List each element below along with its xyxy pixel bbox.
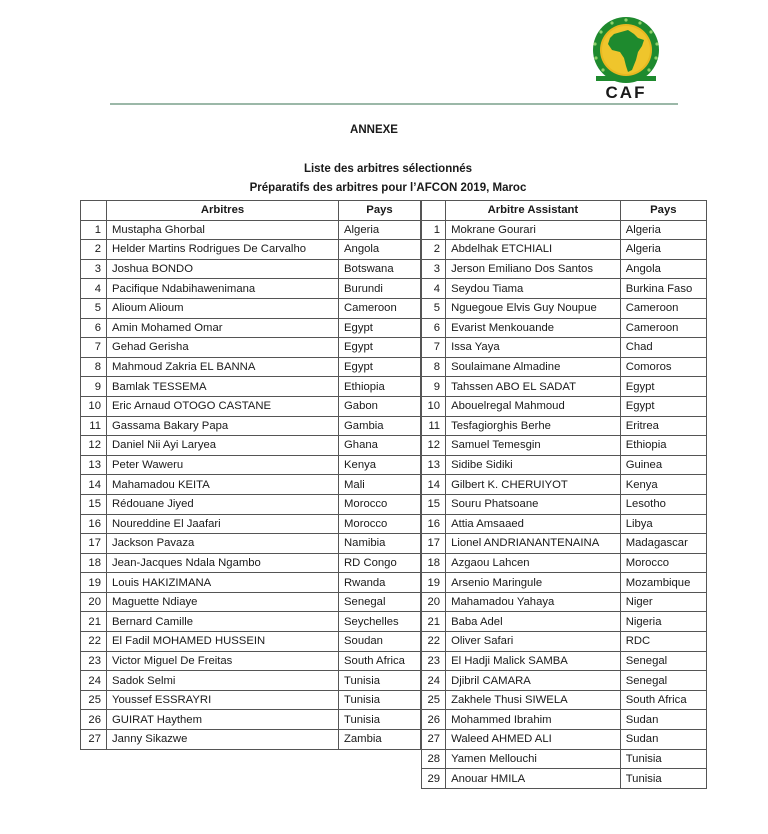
country-name: Rwanda xyxy=(339,573,421,593)
row-number: 24 xyxy=(81,671,107,691)
row-number: 9 xyxy=(81,377,107,397)
referee-name: Issa Yaya xyxy=(446,338,621,358)
table-row xyxy=(81,573,421,593)
table-row xyxy=(422,730,707,750)
referee-name: Bernard Camille xyxy=(107,612,339,632)
referee-name: Arsenio Maringule xyxy=(446,573,621,593)
svg-text:CAF: CAF xyxy=(605,83,647,100)
caf-emblem-icon xyxy=(584,14,668,100)
table-row xyxy=(422,279,707,299)
country-name: RD Congo xyxy=(339,553,421,573)
table-row xyxy=(81,396,421,416)
referee-name: Seydou Tiama xyxy=(446,279,621,299)
referee-name: Mustapha Ghorbal xyxy=(107,220,339,240)
country-name: South Africa xyxy=(620,690,706,710)
country-name: Libya xyxy=(620,514,706,534)
referee-name: Lionel ANDRIANANTENAINA xyxy=(446,534,621,554)
table-row xyxy=(81,377,421,397)
table-row xyxy=(81,494,421,514)
annex-title: ANNEXE xyxy=(350,124,398,136)
referee-name: Jean-Jacques Ndala Ngambo xyxy=(107,553,339,573)
referee-name: Souru Phatsoane xyxy=(446,494,621,514)
row-number: 3 xyxy=(422,259,446,279)
country-name: Guinea xyxy=(620,455,706,475)
table-row xyxy=(422,259,707,279)
referee-name: Janny Sikazwe xyxy=(107,730,339,750)
referees-table xyxy=(80,200,421,750)
table-row xyxy=(422,710,707,730)
column-header-number xyxy=(81,201,107,221)
referee-name: Attia Amsaaed xyxy=(446,514,621,534)
row-number: 1 xyxy=(422,220,446,240)
country-name: Tunisia xyxy=(620,769,706,789)
country-name: Lesotho xyxy=(620,494,706,514)
row-number: 13 xyxy=(81,455,107,475)
country-name: Sudan xyxy=(620,730,706,750)
table-row xyxy=(81,592,421,612)
table-row xyxy=(422,612,707,632)
referee-name: Louis HAKIZIMANA xyxy=(107,573,339,593)
row-number: 15 xyxy=(81,494,107,514)
table-row xyxy=(81,475,421,495)
country-name: Gabon xyxy=(339,396,421,416)
row-number: 27 xyxy=(422,730,446,750)
row-number: 20 xyxy=(422,592,446,612)
table-row xyxy=(422,749,707,769)
table-row xyxy=(81,279,421,299)
country-name: Tunisia xyxy=(339,710,421,730)
country-name: Angola xyxy=(339,240,421,260)
row-number: 26 xyxy=(81,710,107,730)
row-number: 9 xyxy=(422,377,446,397)
referee-name: Mahamadou KEITA xyxy=(107,475,339,495)
header-divider xyxy=(110,103,678,105)
row-number: 10 xyxy=(81,396,107,416)
row-number: 7 xyxy=(422,338,446,358)
table-row xyxy=(81,651,421,671)
assistant-referees-table xyxy=(421,200,707,789)
country-name: Zambia xyxy=(339,730,421,750)
country-name: Cameroon xyxy=(620,298,706,318)
table-row xyxy=(81,553,421,573)
country-name: Cameroon xyxy=(339,298,421,318)
table-row xyxy=(422,396,707,416)
referee-name: Mokrane Gourari xyxy=(446,220,621,240)
referee-name: Gehad Gerisha xyxy=(107,338,339,358)
preparation-subtitle: Préparatifs des arbitres pour l’AFCON 2019, Maroc xyxy=(249,182,527,194)
referee-name: Bamlak TESSEMA xyxy=(107,377,339,397)
table-row xyxy=(422,632,707,652)
row-number: 20 xyxy=(81,592,107,612)
referee-name: Jerson Emiliano Dos Santos xyxy=(446,259,621,279)
referee-name: Zakhele Thusi SIWELA xyxy=(446,690,621,710)
row-number: 4 xyxy=(81,279,107,299)
country-name: Senegal xyxy=(620,671,706,691)
country-name: Burkina Faso xyxy=(620,279,706,299)
referee-name: Eric Arnaud OTOGO CASTANE xyxy=(107,396,339,416)
row-number: 21 xyxy=(81,612,107,632)
table-header-row xyxy=(422,201,707,221)
referee-name: Amin Mohamed Omar xyxy=(107,318,339,338)
table-row xyxy=(422,377,707,397)
row-number: 11 xyxy=(422,416,446,436)
referee-name: Baba Adel xyxy=(446,612,621,632)
country-name: Egypt xyxy=(339,338,421,358)
country-name: Egypt xyxy=(339,357,421,377)
referee-name: GUIRAT Haythem xyxy=(107,710,339,730)
country-name: Chad xyxy=(620,338,706,358)
table-row xyxy=(81,455,421,475)
row-number: 7 xyxy=(81,338,107,358)
row-number: 19 xyxy=(81,573,107,593)
country-name: RDC xyxy=(620,632,706,652)
row-number: 22 xyxy=(422,632,446,652)
referee-name: Rédouane Jiyed xyxy=(107,494,339,514)
row-number: 24 xyxy=(422,671,446,691)
table-row xyxy=(422,318,707,338)
country-name: Algeria xyxy=(620,240,706,260)
country-name: Botswana xyxy=(339,259,421,279)
referee-name: Sidibe Sidiki xyxy=(446,455,621,475)
column-header-country: Pays xyxy=(620,201,706,221)
referee-name: Waleed AHMED ALI xyxy=(446,730,621,750)
column-header-referees: Arbitres xyxy=(107,201,339,221)
row-number: 29 xyxy=(422,769,446,789)
table-row xyxy=(422,592,707,612)
row-number: 5 xyxy=(422,298,446,318)
table-row xyxy=(81,259,421,279)
row-number: 28 xyxy=(422,749,446,769)
country-name: Egypt xyxy=(620,396,706,416)
country-name: Cameroon xyxy=(620,318,706,338)
country-name: Mozambique xyxy=(620,573,706,593)
caf-logo xyxy=(584,14,668,100)
country-name: Algeria xyxy=(339,220,421,240)
table-row xyxy=(422,436,707,456)
table-row xyxy=(81,436,421,456)
referee-name: Alioum Alioum xyxy=(107,298,339,318)
row-number: 23 xyxy=(81,651,107,671)
row-number: 17 xyxy=(81,534,107,554)
row-number: 18 xyxy=(81,553,107,573)
country-name: Ethiopia xyxy=(339,377,421,397)
row-number: 12 xyxy=(81,436,107,456)
row-number: 8 xyxy=(422,357,446,377)
table-row xyxy=(422,514,707,534)
table-row xyxy=(422,573,707,593)
table-row xyxy=(422,671,707,691)
referee-name: Azgaou Lahcen xyxy=(446,553,621,573)
country-name: Tunisia xyxy=(620,749,706,769)
referee-name: Gassama Bakary Papa xyxy=(107,416,339,436)
referee-name: Daniel Nii Ayi Laryea xyxy=(107,436,339,456)
country-name: Ethiopia xyxy=(620,436,706,456)
referee-name: Maguette Ndiaye xyxy=(107,592,339,612)
country-name: Algeria xyxy=(620,220,706,240)
table-row xyxy=(81,240,421,260)
row-number: 5 xyxy=(81,298,107,318)
row-number: 13 xyxy=(422,455,446,475)
row-number: 3 xyxy=(81,259,107,279)
row-number: 2 xyxy=(81,240,107,260)
table-row xyxy=(422,455,707,475)
row-number: 25 xyxy=(422,690,446,710)
country-name: Eritrea xyxy=(620,416,706,436)
row-number: 2 xyxy=(422,240,446,260)
row-number: 1 xyxy=(81,220,107,240)
row-number: 25 xyxy=(81,690,107,710)
referee-name: Joshua BONDO xyxy=(107,259,339,279)
country-name: Egypt xyxy=(620,377,706,397)
referee-name: Djibril CAMARA xyxy=(446,671,621,691)
row-number: 16 xyxy=(422,514,446,534)
referee-name: Victor Miguel De Freitas xyxy=(107,651,339,671)
row-number: 21 xyxy=(422,612,446,632)
column-header-number xyxy=(422,201,446,221)
row-number: 8 xyxy=(81,357,107,377)
referee-name: Soulaimane Almadine xyxy=(446,357,621,377)
country-name: Namibia xyxy=(339,534,421,554)
table-row xyxy=(81,298,421,318)
row-number: 23 xyxy=(422,651,446,671)
row-number: 15 xyxy=(422,494,446,514)
table-row xyxy=(422,220,707,240)
table-row xyxy=(422,651,707,671)
table-row xyxy=(81,534,421,554)
referee-name: Abouelregal Mahmoud xyxy=(446,396,621,416)
row-number: 11 xyxy=(81,416,107,436)
country-name: Morocco xyxy=(339,514,421,534)
country-name: Seychelles xyxy=(339,612,421,632)
table-row xyxy=(81,357,421,377)
country-name: Ghana xyxy=(339,436,421,456)
table-row xyxy=(81,514,421,534)
table-row xyxy=(422,690,707,710)
country-name: Kenya xyxy=(339,455,421,475)
row-number: 6 xyxy=(422,318,446,338)
table-row xyxy=(422,338,707,358)
row-number: 14 xyxy=(422,475,446,495)
referee-name: Mohammed Ibrahim xyxy=(446,710,621,730)
table-row xyxy=(422,416,707,436)
country-name: Angola xyxy=(620,259,706,279)
row-number: 26 xyxy=(422,710,446,730)
country-name: Tunisia xyxy=(339,671,421,691)
country-name: Madagascar xyxy=(620,534,706,554)
table-row xyxy=(81,730,421,750)
referee-name: Tesfagiorghis Berhe xyxy=(446,416,621,436)
table-header-row xyxy=(81,201,421,221)
table-row xyxy=(422,357,707,377)
table-row xyxy=(422,534,707,554)
referee-name: Nguegoue Elvis Guy Noupue xyxy=(446,298,621,318)
country-name: Sudan xyxy=(620,710,706,730)
table-row xyxy=(81,671,421,691)
referee-name: Pacifique Ndabihawenimana xyxy=(107,279,339,299)
table-row xyxy=(422,298,707,318)
row-number: 22 xyxy=(81,632,107,652)
referee-name: Noureddine El Jaafari xyxy=(107,514,339,534)
table-row xyxy=(81,338,421,358)
table-row xyxy=(422,475,707,495)
row-number: 12 xyxy=(422,436,446,456)
row-number: 4 xyxy=(422,279,446,299)
referee-name: El Fadil MOHAMED HUSSEIN xyxy=(107,632,339,652)
country-name: Morocco xyxy=(339,494,421,514)
country-name: Soudan xyxy=(339,632,421,652)
referee-name: Sadok Selmi xyxy=(107,671,339,691)
referee-name: Oliver Safari xyxy=(446,632,621,652)
table-row xyxy=(81,710,421,730)
referee-name: El Hadji Malick SAMBA xyxy=(446,651,621,671)
referee-name: Evarist Menkouande xyxy=(446,318,621,338)
row-number: 27 xyxy=(81,730,107,750)
country-name: Egypt xyxy=(339,318,421,338)
row-number: 10 xyxy=(422,396,446,416)
country-name: South Africa xyxy=(339,651,421,671)
table-row xyxy=(422,494,707,514)
country-name: Kenya xyxy=(620,475,706,495)
country-name: Senegal xyxy=(620,651,706,671)
country-name: Tunisia xyxy=(339,690,421,710)
table-row xyxy=(422,553,707,573)
referee-name: Yamen Mellouchi xyxy=(446,749,621,769)
country-name: Gambia xyxy=(339,416,421,436)
table-row xyxy=(81,220,421,240)
row-number: 16 xyxy=(81,514,107,534)
referee-name: Abdelhak ETCHIALI xyxy=(446,240,621,260)
country-name: Morocco xyxy=(620,553,706,573)
table-row xyxy=(81,318,421,338)
row-number: 6 xyxy=(81,318,107,338)
country-name: Burundi xyxy=(339,279,421,299)
table-row xyxy=(422,769,707,789)
table-row xyxy=(81,690,421,710)
table-row xyxy=(81,632,421,652)
country-name: Senegal xyxy=(339,592,421,612)
country-name: Niger xyxy=(620,592,706,612)
referee-name: Mahmoud Zakria EL BANNA xyxy=(107,357,339,377)
referee-name: Samuel Temesgin xyxy=(446,436,621,456)
row-number: 17 xyxy=(422,534,446,554)
referee-name: Mahamadou Yahaya xyxy=(446,592,621,612)
country-name: Mali xyxy=(339,475,421,495)
referee-name: Anouar HMILA xyxy=(446,769,621,789)
row-number: 19 xyxy=(422,573,446,593)
column-header-assistant-referees: Arbitre Assistant xyxy=(446,201,621,221)
referee-name: Helder Martins Rodrigues De Carvalho xyxy=(107,240,339,260)
column-header-country: Pays xyxy=(339,201,421,221)
referee-name: Peter Waweru xyxy=(107,455,339,475)
referee-name: Gilbert K. CHERUIYOT xyxy=(446,475,621,495)
row-number: 18 xyxy=(422,553,446,573)
list-subtitle: Liste des arbitres sélectionnés xyxy=(303,163,473,175)
table-row xyxy=(81,612,421,632)
table-row xyxy=(422,240,707,260)
country-name: Nigeria xyxy=(620,612,706,632)
referee-name: Youssef ESSRAYRI xyxy=(107,690,339,710)
referee-name: Tahssen ABO EL SADAT xyxy=(446,377,621,397)
table-row xyxy=(81,416,421,436)
country-name: Comoros xyxy=(620,357,706,377)
row-number: 14 xyxy=(81,475,107,495)
referee-name: Jackson Pavaza xyxy=(107,534,339,554)
